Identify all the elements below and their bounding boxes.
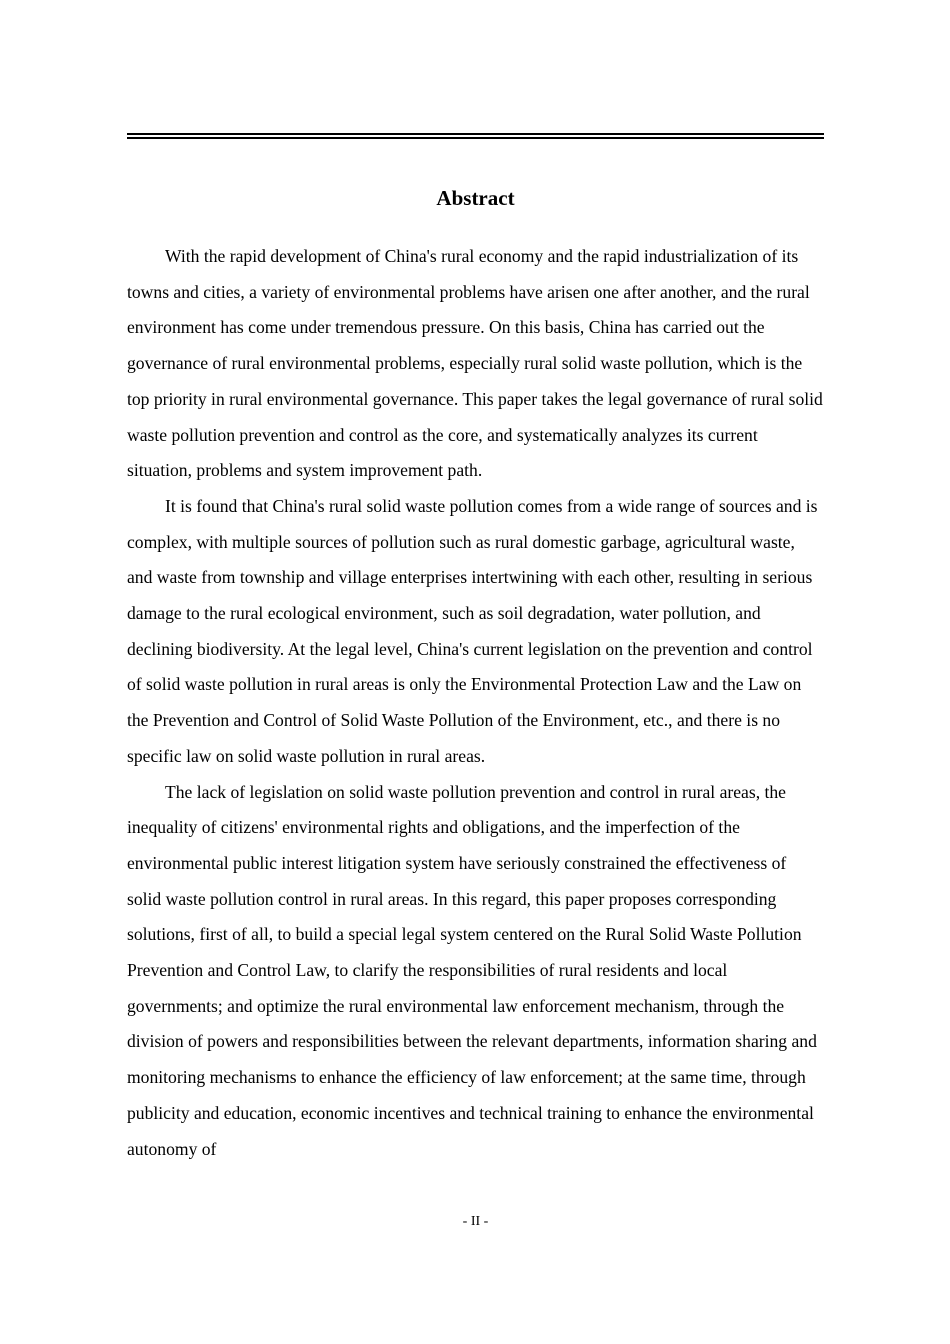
abstract-body (127, 239, 824, 1167)
abstract-heading: Abstract (436, 186, 515, 210)
abstract-paragraph-2: It is found that China's rural solid waste pollution comes from a wide range of sources and is complex, with multiple sources of pollution such as rural domestic garbage, agricultural waste, and waste from township and village enterprises intertwining with each other, resulting in serious damage to the rural ecological environment, such as soil degradation, water pollution, and declining biodiversity. At the legal level, China's current legislation on the prevention and control of solid waste pollution in rural areas is only the Environmental Protection Law and the Law on the Prevention and Control of Solid Waste Pollution of the Environment, etc., and there is no specific law on solid waste pollution in rural areas. (127, 495, 818, 766)
page-number: - II - (462, 1214, 489, 1229)
abstract-paragraph-1: With the rapid development of China's rural economy and the rapid industrialization of its towns and cities, a variety of environmental problems have arisen one after another, and the rural environment has come under tremendous pressure. On this basis, China has carried out the governance of rural environmental problems, especially rural solid waste pollution, which is the top priority in rural environmental governance. This paper takes the legal governance of rural solid waste pollution prevention and control as the core, and systematically analyzes its current situation, problems and system improvement path. (127, 246, 823, 481)
header-double-rule (127, 133, 824, 139)
abstract-paragraph-3: The lack of legislation on solid waste pollution prevention and control in rural areas, the inequality of citizens' environmental rights and obligations, and the imperfection of the environmental public interest litigation system have seriously constrained the effectiveness of solid waste pollution control in rural areas. In this regard, this paper proposes corresponding solutions, first of all, to build a special legal system centered on the Rural Solid Waste Pollution Prevention and Control Law, to clarify the responsibilities of rural residents and local governments; and optimize the rural environmental law enforcement mechanism, through the division of powers and responsibilities between the relevant departments, information sharing and monitoring mechanisms to enhance the efficiency of law enforcement; at the same time, through publicity and education, economic incentives and technical training to enhance the environmental autonomy of (127, 781, 817, 1159)
